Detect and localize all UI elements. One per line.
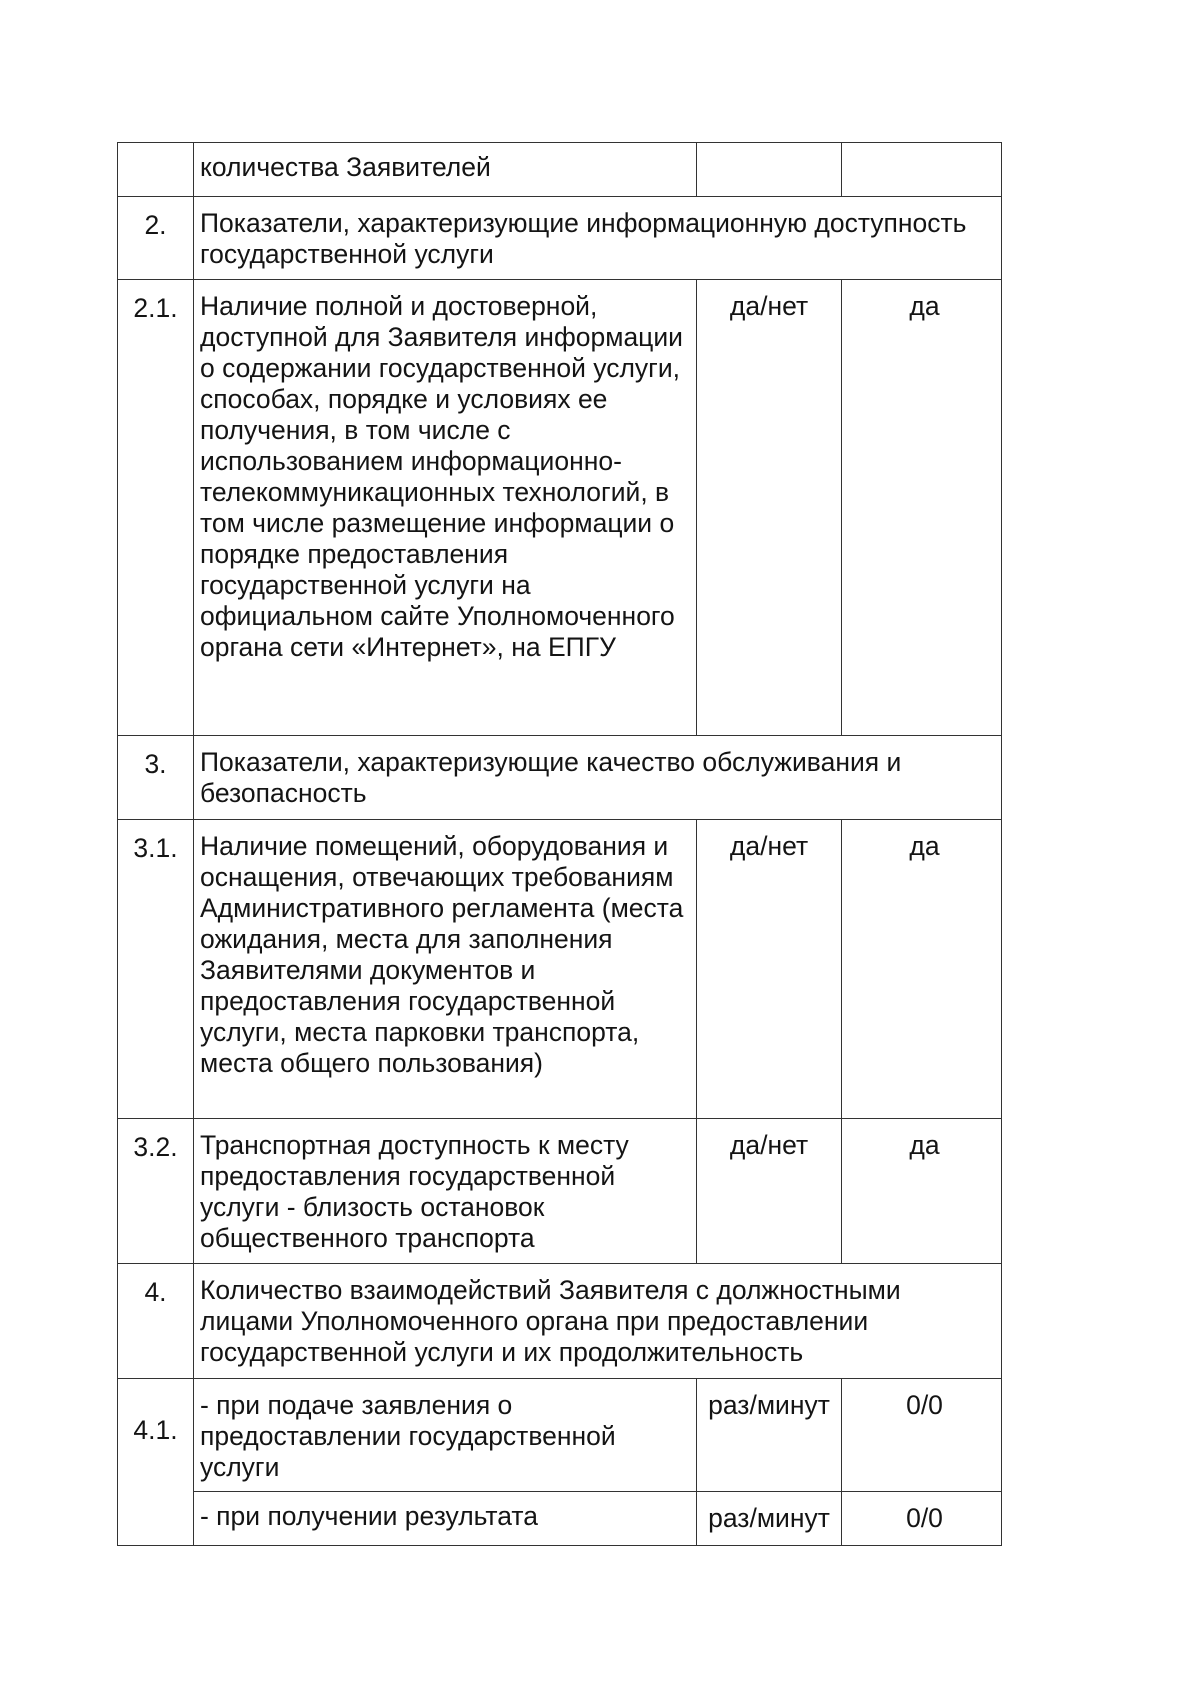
value-cell: да <box>842 1119 1002 1264</box>
table-row <box>118 280 1002 736</box>
section-number-cell: 4. <box>118 1264 194 1379</box>
table-row <box>118 820 1002 1119</box>
row-number-cell: 4.1. <box>118 1379 194 1546</box>
unit-cell: да/нет <box>697 280 842 736</box>
indicator-text-cell <box>194 820 697 1119</box>
section-title-cell <box>194 1264 1002 1379</box>
indicator-text-cell <box>194 1119 697 1264</box>
row-number-cell: 3.1. <box>118 820 194 1119</box>
row-number-cell: 2.1. <box>118 280 194 736</box>
section-title: Количество взаимодействий Заявителя с должностными лицами Уполномоченного органа при предоставлении государственной услуги и их продолжительность <box>200 1275 901 1367</box>
unit-cell: раз/минут <box>697 1379 842 1492</box>
value-cell: да <box>842 280 1002 736</box>
indicator-text-cell <box>194 143 697 197</box>
row-number-cell: 3.2. <box>118 1119 194 1264</box>
section-row <box>118 197 1002 280</box>
section-row <box>118 736 1002 820</box>
table-row <box>118 1492 1002 1546</box>
unit-cell: да/нет <box>697 1119 842 1264</box>
section-title: Показатели, характеризующие информационную доступность государственной услуги <box>200 208 967 269</box>
indicator-text: Наличие полной и достоверной, доступной для Заявителя информации о содержании государственной услуги, способах, порядке и условиях ее получения, в том числе с использованием информационно-телекоммуникационных технологий, в том числе размещение информации о порядке предоставления государственной услуги на официальном сайте Уполномоченного органа сети «Интернет», на ЕПГУ <box>200 291 683 662</box>
section-title-cell <box>194 736 1002 820</box>
indicator-text: Транспортная доступность к месту предоставления государственной услуги - близость остановок общественного транспорта <box>200 1130 629 1253</box>
value-cell: 0/0 <box>842 1492 1002 1546</box>
indicator-text: Наличие помещений, оборудования и оснащения, отвечающих требованиям Административного регламента (места ожидания, места для заполнения Заявителями документов и предоставления государственной услуги, места парковки транспорта, места общего пользования) <box>200 831 684 1078</box>
quality-indicators-table <box>117 142 1002 1546</box>
indicator-text-cell <box>194 1379 697 1492</box>
row-number-cell <box>118 143 194 197</box>
table-row <box>118 1379 1002 1492</box>
value-cell <box>842 143 1002 197</box>
indicator-text: количества Заявителей <box>200 152 491 182</box>
indicator-text-cell <box>194 1492 697 1546</box>
section-title: Показатели, характеризующие качество обслуживания и безопасность <box>200 747 902 808</box>
indicator-text: - при получении результата <box>200 1501 538 1531</box>
table-row <box>118 1119 1002 1264</box>
value-cell: да <box>842 820 1002 1119</box>
unit-cell <box>697 143 842 197</box>
section-row <box>118 1264 1002 1379</box>
value-cell: 0/0 <box>842 1379 1002 1492</box>
section-number-cell: 3. <box>118 736 194 820</box>
indicator-text: - при подаче заявления о предоставлении государственной услуги <box>200 1390 616 1482</box>
indicator-text-cell <box>194 280 697 736</box>
table-row <box>118 143 1002 197</box>
unit-cell: да/нет <box>697 820 842 1119</box>
section-number-cell: 2. <box>118 197 194 280</box>
section-title-cell <box>194 197 1002 280</box>
unit-cell: раз/минут <box>697 1492 842 1546</box>
